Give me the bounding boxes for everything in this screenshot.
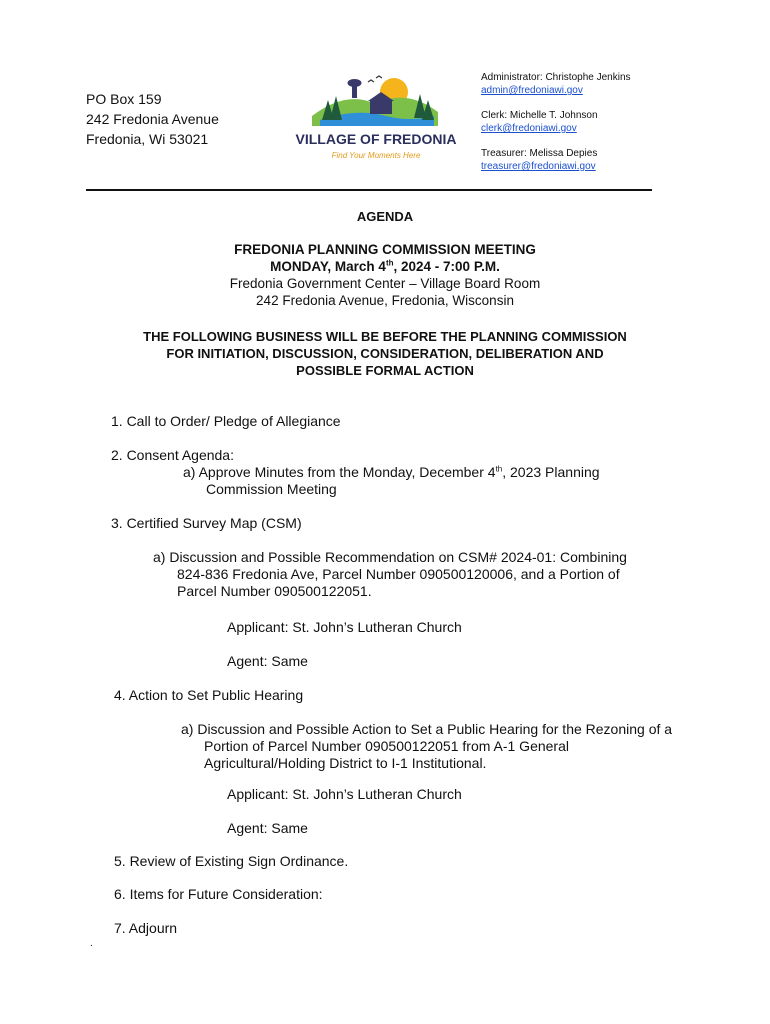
- clerk-email-link[interactable]: clerk@fredoniawi.gov: [481, 123, 577, 134]
- agenda-item-2a: [183, 464, 600, 498]
- trailing-mark: .: [90, 938, 93, 949]
- meeting-location-room: Fredonia Government Center – Village Board Room: [229, 276, 541, 291]
- administrator-contact: [481, 71, 631, 97]
- agenda-item-4: 4. Action to Set Public Hearing: [114, 687, 304, 703]
- business-statement-line-3: POSSIBLE FORMAL ACTION: [296, 363, 474, 378]
- treasurer-contact: [481, 147, 631, 173]
- agenda-item-3: 3. Certified Survey Map (CSM): [111, 515, 302, 531]
- meeting-title: FREDONIA PLANNING COMMISSION MEETING: [234, 242, 536, 257]
- agenda-item-6: 6. Items for Future Consideration:: [114, 886, 323, 902]
- administrator-email-link[interactable]: admin@fredoniawi.gov: [481, 85, 583, 96]
- logo-name-text: VILLAGE OF FREDONIA: [295, 131, 457, 147]
- agenda-item-4a: [181, 721, 672, 772]
- agenda-item-3a-line-2: 824-836 Fredonia Ave, Parcel Number 090500120006, and a Portion of: [177, 566, 620, 582]
- treasurer-label: Treasurer: Melissa Depies: [481, 148, 598, 159]
- mailing-address: [86, 89, 219, 149]
- agenda-item-3-agent: Agent: Same: [227, 653, 308, 669]
- agenda-item-2: 2. Consent Agenda:: [111, 447, 234, 463]
- administrator-label: Administrator: Christophe Jenkins: [481, 72, 631, 83]
- agenda-item-1: 1. Call to Order/ Pledge of Allegiance: [111, 413, 341, 429]
- agenda-item-3a: [153, 549, 627, 600]
- agenda-item-4a-line-1: a) Discussion and Possible Action to Set a Public Hearing for the Rezoning of a: [181, 721, 673, 737]
- business-statement-line-2: FOR INITIATION, DISCUSSION, CONSIDERATION, DELIBERATION AND: [166, 346, 604, 361]
- meeting-info: [0, 241, 770, 309]
- clerk-contact: [481, 109, 631, 135]
- agenda-item-7: 7. Adjourn: [114, 920, 178, 936]
- village-logo: [295, 70, 457, 166]
- contact-block: [481, 71, 631, 185]
- meeting-date: MONDAY, March 4th, 2024 - 7:00 P.M.: [270, 258, 500, 274]
- address-line-2: 242 Fredonia Avenue: [86, 111, 219, 127]
- address-line-1: PO Box 159: [86, 91, 162, 107]
- agenda-item-4a-line-3: Agricultural/Holding District to I-1 Institutional.: [204, 755, 487, 771]
- agenda-item-4-applicant: Applicant: St. John’s Lutheran Church: [227, 786, 462, 802]
- treasurer-email-link[interactable]: treasurer@fredoniawi.gov: [481, 161, 596, 172]
- business-statement-line-1: THE FOLLOWING BUSINESS WILL BE BEFORE THE PLANNING COMMISSION: [143, 329, 627, 344]
- agenda-item-3-applicant: Applicant: St. John’s Lutheran Church: [227, 619, 462, 635]
- clerk-label: Clerk: Michelle T. Johnson: [481, 110, 598, 121]
- agenda-item-4a-line-2: Portion of Parcel Number 090500122051 from A-1 General: [204, 738, 569, 754]
- village-logo-graphic: [295, 70, 457, 166]
- meeting-location-address: 242 Fredonia Avenue, Fredonia, Wisconsin: [256, 293, 514, 308]
- address-line-3: Fredonia, Wi 53021: [86, 131, 209, 147]
- agenda-item-5: 5. Review of Existing Sign Ordinance.: [114, 853, 349, 869]
- header-divider: [86, 189, 652, 191]
- logo-tagline-text: Find Your Moments Here: [331, 151, 421, 160]
- agenda-heading: AGENDA: [356, 209, 414, 224]
- agenda-item-4-agent: Agent: Same: [227, 820, 308, 836]
- agenda-item-2a-line-1: a) Approve Minutes from the Monday, December 4th, 2023 Planning: [183, 464, 600, 480]
- agenda-item-2a-line-2: Commission Meeting: [206, 481, 337, 497]
- agenda-item-3a-line-3: Parcel Number 090500122051.: [177, 583, 372, 599]
- business-statement: [0, 328, 770, 379]
- agenda-item-3a-line-1: a) Discussion and Possible Recommendation on CSM# 2024-01: Combining: [153, 549, 627, 565]
